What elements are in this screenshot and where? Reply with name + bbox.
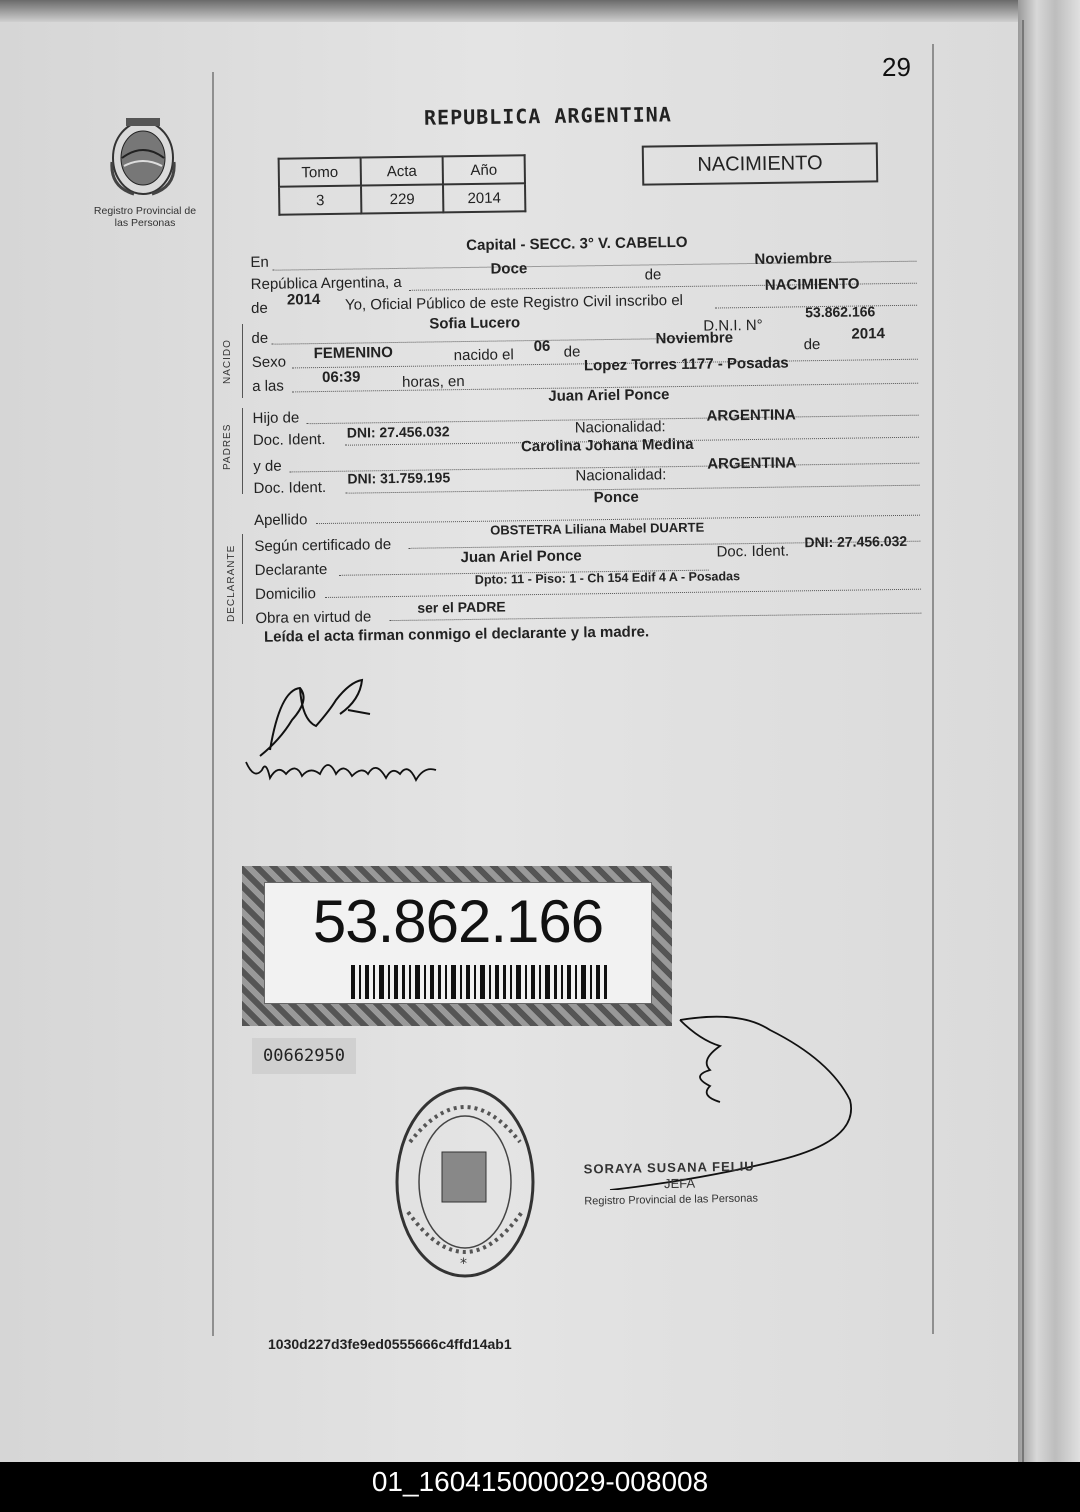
- field-domicilio: Dpto: 11 - Piso: 1 - Ch 154 Edif 4 A - Posadas: [474, 569, 741, 587]
- field-declarante: Juan Ariel Ponce: [460, 547, 582, 567]
- form-label-doc-declarante: Doc. Ident.: [716, 542, 790, 561]
- field-certificado: OBSTETRA Liliana Mabel DUARTE: [490, 519, 705, 538]
- provincial-seal-icon: [104, 112, 182, 200]
- form-label-sexo: Sexo: [251, 353, 287, 371]
- form-label-de-birth: de: [563, 343, 581, 361]
- form-label-en: En: [250, 253, 269, 271]
- barcode-icon: [351, 965, 607, 999]
- field-sexo: FEMENINO: [313, 344, 393, 363]
- form-label-de-name: de: [251, 329, 269, 347]
- section-bracket: [242, 324, 243, 398]
- section-bracket: [242, 408, 243, 494]
- field-inscribo: NACIMIENTO: [764, 275, 860, 294]
- document-heading: REPUBLICA ARGENTINA: [423, 102, 672, 130]
- side-label-declarante: DECLARANTE: [226, 544, 237, 622]
- form-label-dni: D.N.I. N°: [703, 316, 763, 335]
- field-en: Capital - SECC. 3° V. CABELLO: [466, 233, 688, 254]
- official-name: SORAYA SUSANA FELIU: [583, 1158, 755, 1177]
- field-birth-year: 2014: [851, 325, 885, 343]
- svg-text:*: *: [460, 1256, 467, 1272]
- form-label-nacionalidad: Nacionalidad:: [574, 418, 666, 437]
- form-label-apellido: Apellido: [253, 511, 308, 529]
- official-title: JEFA: [663, 1175, 696, 1192]
- form-label-hijo: Hijo de: [252, 409, 300, 427]
- dotted-line: [325, 589, 921, 598]
- form-label-certificado: Según certificado de: [254, 536, 392, 555]
- table-value-ano: 2014: [443, 183, 525, 212]
- serial-number: 00662950: [252, 1038, 356, 1074]
- form-label-de: de: [644, 266, 662, 284]
- side-label-padres: PADRES: [222, 423, 233, 470]
- record-type-box: NACIMIENTO: [642, 142, 879, 185]
- field-name: Sofia Lucero: [429, 314, 521, 333]
- top-edge: [0, 0, 1080, 22]
- form-label-de-birth-year: de: [803, 336, 821, 354]
- field-birth-month: Noviembre: [655, 329, 734, 348]
- field-madre-nac: ARGENTINA: [707, 454, 797, 473]
- official-stamp-text: [584, 1158, 758, 1209]
- table-header-tomo: Tomo: [279, 158, 361, 187]
- id-barcode-label: [242, 866, 672, 1026]
- barcode-number: 53.862.166: [312, 888, 604, 955]
- field-year: 2014: [286, 291, 321, 309]
- official-office: Registro Provincial de las Personas: [584, 1192, 759, 1208]
- field-hora: 06:39: [321, 368, 361, 387]
- form-label-domicilio: Domicilio: [254, 585, 317, 603]
- dotted-line: [272, 338, 702, 345]
- form-label-declarante: Declarante: [254, 560, 328, 579]
- field-lugar: Lopez Torres 1177 - Posadas: [583, 354, 789, 375]
- field-madre-doc: DNI: 31.759.195: [347, 469, 451, 487]
- field-padre-nac: ARGENTINA: [706, 406, 796, 425]
- field-padre: Juan Ariel Ponce: [548, 386, 670, 405]
- field-declarante-doc: DNI: 27.456.032: [804, 532, 908, 551]
- form-label-de-year: de: [250, 299, 268, 317]
- footer-id-bar: [0, 1462, 1080, 1512]
- page-number: 29: [882, 52, 911, 82]
- footer-id: 01_160415000029-008008: [371, 1466, 709, 1497]
- barcode-panel: [264, 882, 652, 1004]
- registry-label: Registro Provincial de las Personas: [93, 205, 197, 229]
- form-label-doc: Doc. Ident.: [252, 430, 326, 449]
- section-bracket: [242, 534, 243, 624]
- official-stamp-icon: [390, 1082, 540, 1282]
- field-month: Noviembre: [754, 249, 833, 268]
- field-birth-day: 06: [533, 337, 551, 356]
- field-obra: ser el PADRE: [417, 598, 506, 616]
- document-hash: 1030d227d3fe9ed0555666c4ffd14ab1: [268, 1336, 512, 1352]
- record-table: [278, 154, 527, 215]
- table-header-acta: Acta: [361, 156, 443, 185]
- birth-record-form: [250, 223, 927, 627]
- form-label-nacido: nacido el: [453, 346, 514, 365]
- stacked-pages-edge: [1018, 0, 1080, 1462]
- field-apellido: Ponce: [593, 488, 639, 507]
- handwritten-signatures: [240, 670, 460, 800]
- table-header-ano: Año: [443, 155, 525, 184]
- field-madre: Carolina Johana Medina: [520, 435, 694, 456]
- field-padre-doc: DNI: 27.456.032: [346, 423, 450, 441]
- field-day: Doce: [490, 260, 528, 278]
- closing-statement: Leída el acta firman conmigo el declarante y la madre.: [263, 623, 650, 646]
- form-oficial-text: Yo, Oficial Público de este Registro Civil inscribo el: [344, 291, 684, 314]
- form-label-obra: Obra en virtud de: [255, 608, 372, 627]
- side-label-nacido: NACIDO: [222, 339, 233, 384]
- form-label-doc-madre: Doc. Ident.: [253, 478, 327, 497]
- form-label-nacionalidad-madre: Nacionalidad:: [575, 466, 667, 485]
- form-label-y-de: y de: [253, 457, 282, 475]
- table-value-tomo: 3: [279, 186, 361, 215]
- binder-edge-line: [1022, 20, 1024, 1462]
- page-edge-line: [932, 44, 934, 1334]
- form-label-a-las: a las: [252, 377, 284, 395]
- form-label-republica: República Argentina, a: [250, 273, 402, 293]
- margin-line: [212, 72, 214, 1336]
- table-value-acta: 229: [361, 184, 443, 213]
- form-label-horas: horas, en: [401, 373, 465, 391]
- field-dni: 53.862.166: [805, 303, 876, 321]
